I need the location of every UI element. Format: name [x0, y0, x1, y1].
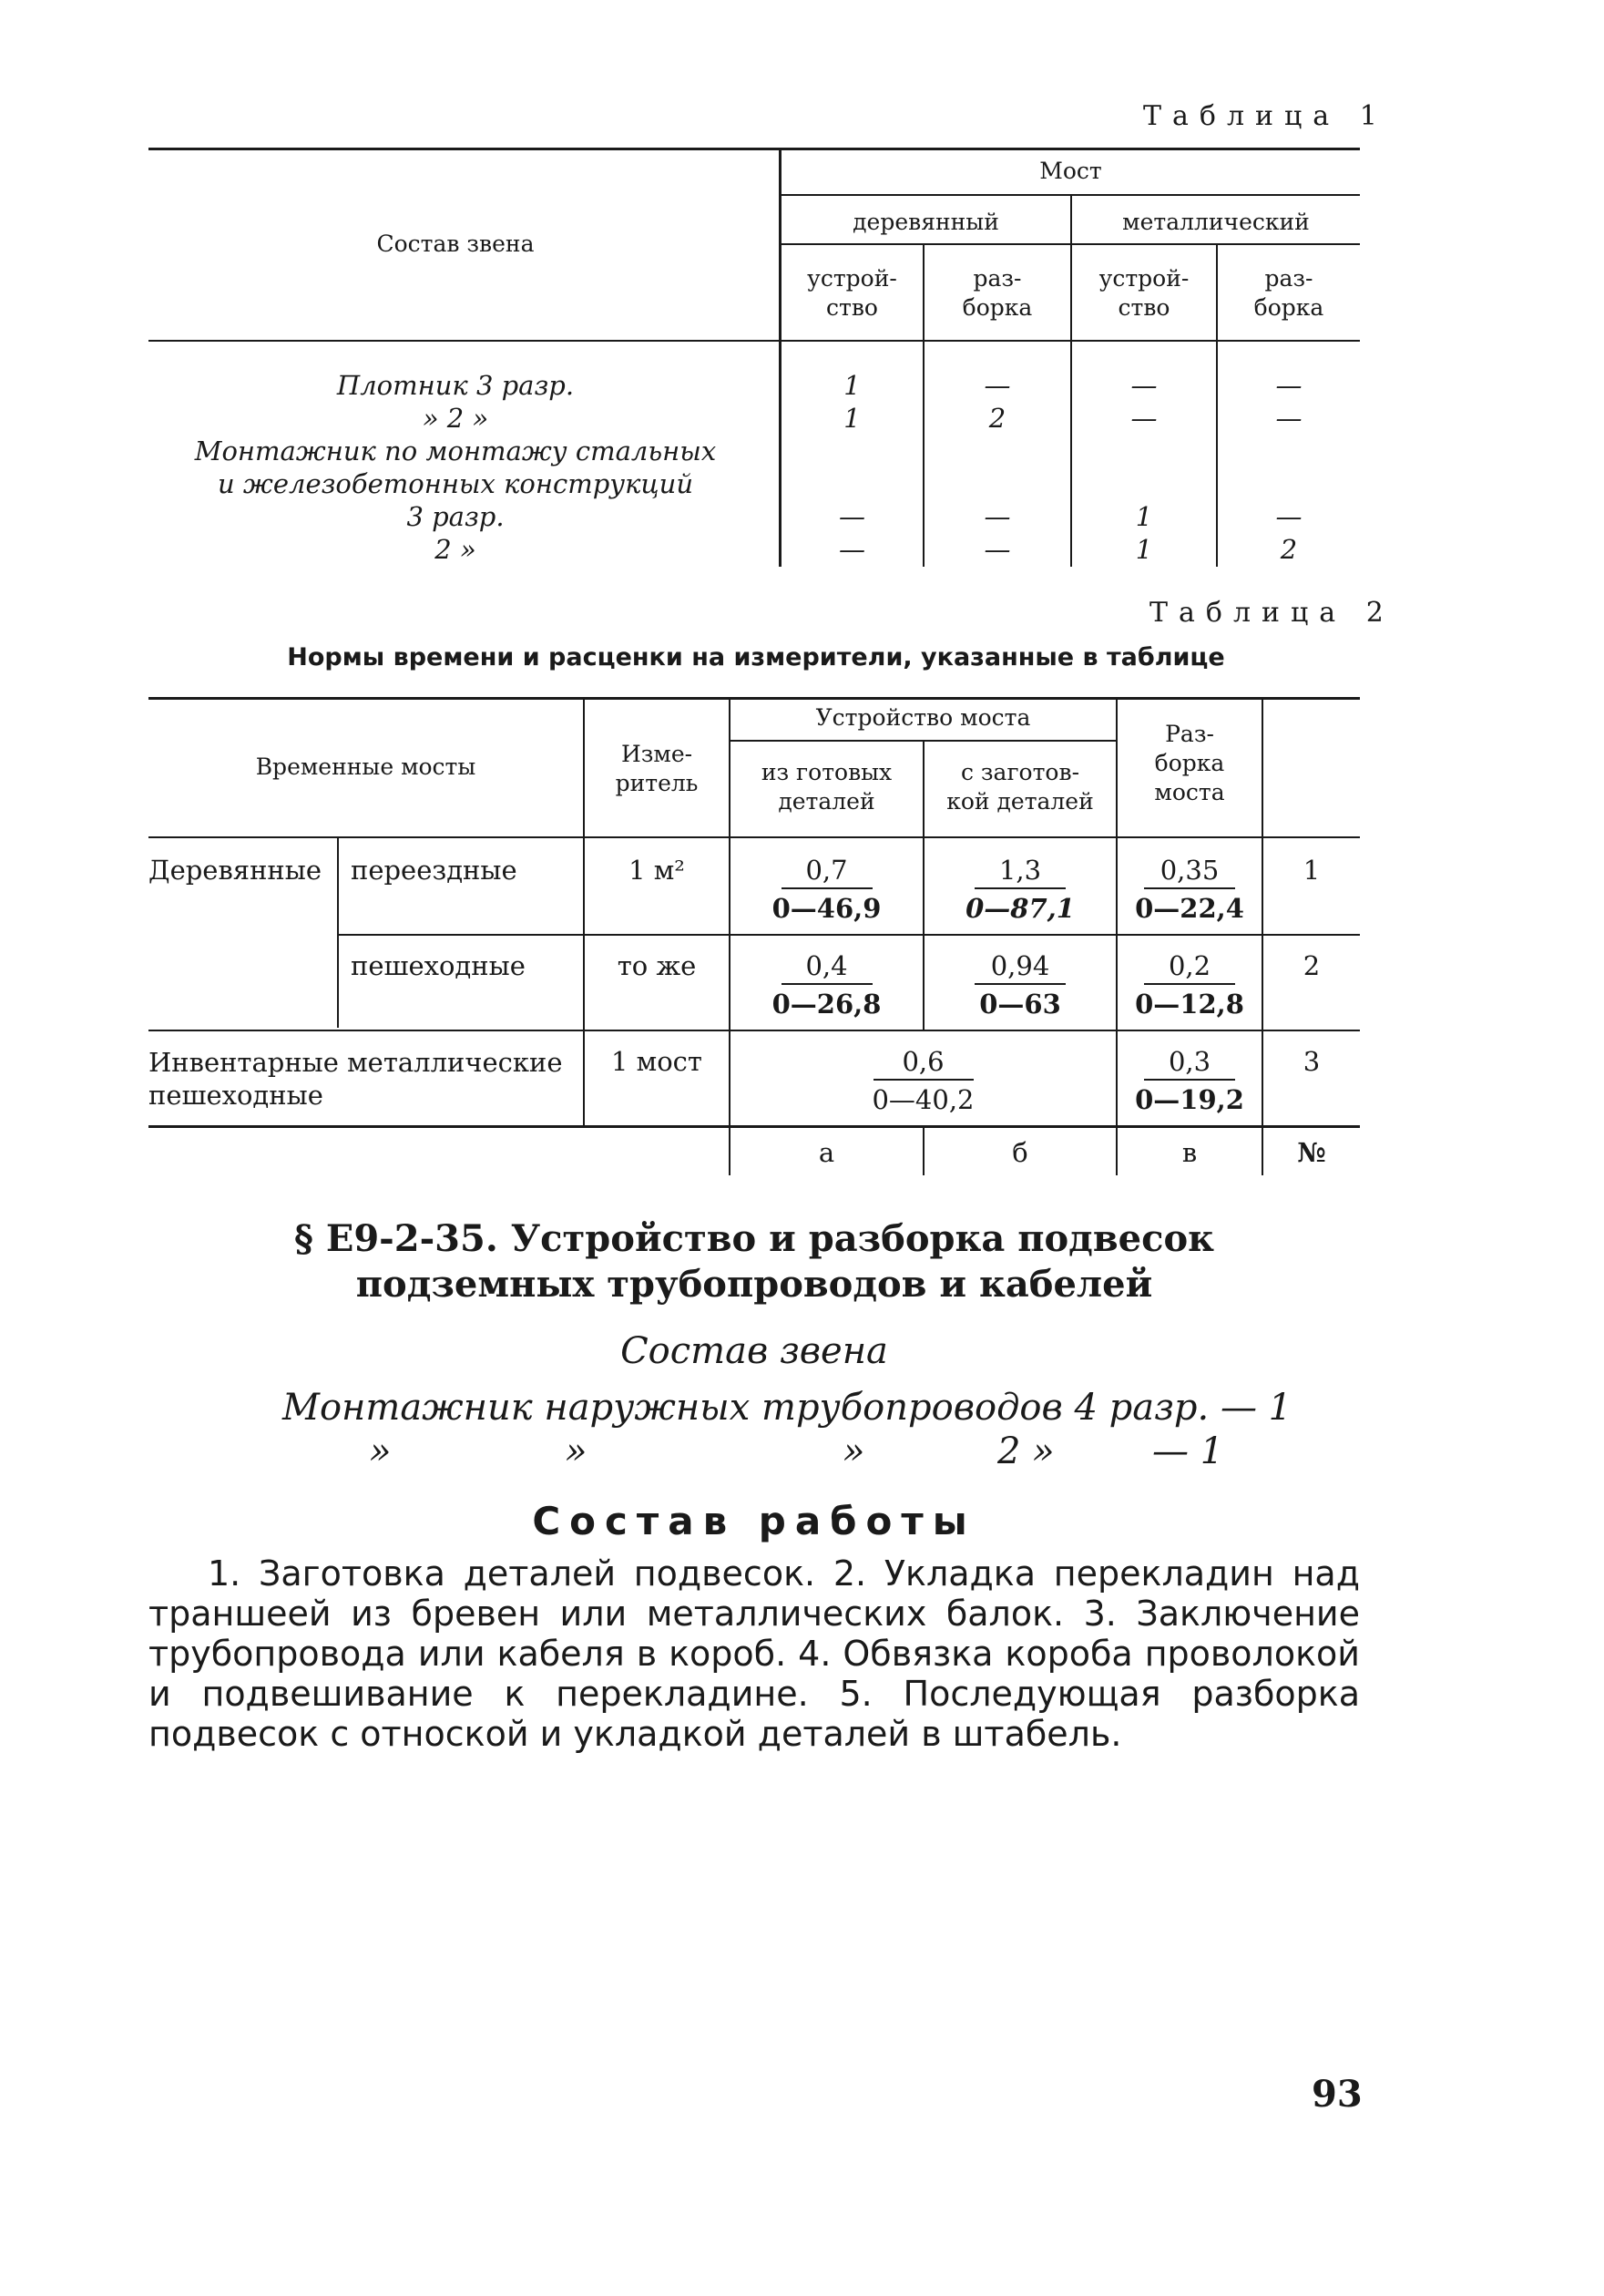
table2-row-rule-2 [148, 1030, 1360, 1031]
ready-line-2: деталей [778, 788, 875, 815]
table2-caption: Таблица 2 [1149, 597, 1395, 629]
table1-header-install-wood [782, 264, 923, 323]
table1-row-label: и железобетонных конструкций [217, 468, 694, 499]
table1-row-label: Плотник 3 разр. [336, 370, 575, 401]
table2-cell-c [1118, 950, 1262, 1020]
frac-top: 0,7 [805, 855, 848, 886]
table2-cell-b [925, 950, 1116, 1020]
frac-top: 0,4 [805, 950, 848, 981]
dismantle-line-1: раз- [973, 265, 1022, 292]
frac-bottom: 0—26,8 [771, 989, 882, 1020]
table2-row-number: 1 [1303, 855, 1321, 886]
table1-cell: — [984, 370, 1011, 401]
table1-row-label: » 2 » [422, 403, 489, 434]
crew-ditto-2: » [565, 1430, 587, 1472]
dis-line-3: моста [1154, 779, 1225, 805]
work-title: Состав работы [532, 1499, 976, 1543]
table1-hline-kind [782, 243, 1360, 245]
install-line-2: ство [1118, 294, 1170, 321]
table1-row-label: 2 » [434, 534, 476, 565]
meter-line-1: Изме- [620, 741, 693, 767]
table2-top-rule [148, 697, 1360, 700]
table2-cell-a [730, 855, 923, 924]
table1-cell: 2 [1280, 534, 1298, 565]
crew-count: — 1 [1152, 1430, 1224, 1472]
dis-line-1: Раз- [1165, 721, 1214, 747]
table2-row-number: 3 [1303, 1046, 1321, 1077]
prep-line-2: кой деталей [946, 788, 1094, 815]
table2-header-prep [925, 758, 1116, 816]
table1-caption: Таблица 1 [1143, 100, 1388, 132]
table1-cell: 1 [1135, 534, 1153, 565]
table2-row-group: Инвентарные металлические пешеходные [148, 1047, 563, 1111]
table1-header-dismantle-wood [925, 264, 1070, 323]
table2-footer-no: № [1297, 1137, 1326, 1168]
table1-cell: 1 [843, 403, 861, 434]
table2-row-rule-1 [339, 934, 1360, 936]
table2-row-type: переездные [351, 855, 517, 886]
frac-bottom: 0—63 [979, 989, 1061, 1020]
dis-line-2: борка [1154, 750, 1225, 776]
install-line-1: устрой- [1098, 265, 1190, 292]
frac-top: 0,2 [1168, 950, 1211, 981]
table2-row-group: Деревянные [148, 855, 322, 886]
table2-header-dismantle [1118, 720, 1262, 807]
table1-cell: — [984, 501, 1011, 532]
table2-title: Нормы времени и расценки на измерители, указанные в таблице [287, 643, 1225, 671]
section-title-line-2: подземных трубопроводов и кабелей [355, 1263, 1153, 1306]
frac-top: 0,3 [1168, 1046, 1211, 1077]
table1-cell: 1 [843, 370, 861, 401]
table1-cell: — [984, 534, 1011, 565]
frac-bottom: 0—19,2 [1135, 1084, 1244, 1115]
table1-cell: — [839, 501, 865, 532]
table1-header-rule [148, 340, 1360, 342]
table1-cell: — [839, 534, 865, 565]
table2-bottom-rule [148, 1125, 1360, 1128]
ready-line-1: из готовых [761, 759, 893, 785]
table2-row-number: 2 [1303, 950, 1321, 981]
crew-rank: 2 » [997, 1430, 1055, 1472]
frac-bottom: 0—87,1 [965, 893, 1075, 924]
table1-top-rule [148, 148, 1360, 150]
table1-cell: 1 [1135, 501, 1153, 532]
dismantle-line-1: раз- [1264, 265, 1313, 292]
table1-cell: — [1130, 370, 1158, 401]
table2-cell-c [1118, 855, 1262, 924]
table2-header-bridges: Временные мосты [255, 753, 476, 780]
work-description: 1. Заготовка деталей подвесок. 2. Укладка перекладин над траншеей из бревен или металлических балок. 3. Заключение трубопровода или кабеля в короб. 4. Обвязка короба проволокой и подвешивание к перекладине. 5. Последующая разборка подвесок с отноской и укладкой деталей в штабель. [148, 1553, 1360, 1754]
table2-header-install: Устройство моста [815, 704, 1031, 731]
table2-header-rule [148, 836, 1360, 838]
table1-row-label: 3 разр. [406, 501, 505, 532]
frac-top: 0,35 [1160, 855, 1220, 886]
frac-top: 0,6 [902, 1046, 945, 1077]
dismantle-line-2: борка [962, 294, 1033, 321]
table1-row-label: Монтажник по монтажу стальных [194, 436, 717, 466]
table1-cell: — [1275, 370, 1303, 401]
section-title-line-1: § Е9-2-35. Устройство и разборка подвесок [293, 1217, 1215, 1260]
table1-cell: — [1130, 403, 1158, 434]
table2-vline-group [337, 836, 339, 1028]
crew-title: Состав звена [620, 1330, 888, 1372]
table1-header-metal: металлический [1122, 209, 1310, 235]
table1-header-dismantle-metal [1218, 264, 1360, 323]
frac-bottom: 0—40,2 [872, 1084, 975, 1115]
crew-ditto-1: » [369, 1430, 392, 1472]
table2-cell-a [730, 950, 923, 1020]
frac-bottom: 0—46,9 [771, 893, 882, 924]
table2-cell-ab [730, 1046, 1116, 1115]
crew-ditto-3: » [843, 1430, 865, 1472]
table1-header-composition: Состав звена [376, 231, 535, 257]
table2-row-meter: то же [617, 950, 697, 981]
table2-row-type: пешеходные [351, 950, 526, 981]
table2-row-meter: 1 мост [611, 1046, 702, 1077]
table2-footer-b: б [1012, 1137, 1028, 1168]
table2-cell-b [925, 855, 1116, 924]
table1-cell: 2 [988, 403, 1006, 434]
prep-line-1: с заготов- [960, 759, 1080, 785]
table2-footer-a: а [818, 1137, 835, 1168]
table2-header-meter [585, 740, 729, 798]
table2-cell-c [1118, 1046, 1262, 1115]
table1-header-install-metal [1072, 264, 1216, 323]
table2-vline-no [1262, 697, 1263, 1175]
dismantle-line-2: борка [1253, 294, 1324, 321]
table1-header-bridge: Мост [1039, 158, 1102, 184]
frac-bottom: 0—22,4 [1135, 893, 1244, 924]
table1-header-wooden: деревянный [853, 209, 999, 235]
frac-top: 0,94 [990, 950, 1050, 981]
page-number: 93 [1312, 2073, 1363, 2116]
crew-line-1: Монтажник наружных трубопроводов 4 разр. — 1 [282, 1387, 1292, 1429]
meter-line-2: ритель [615, 770, 699, 796]
table1-cell: — [1275, 403, 1303, 434]
table2-row-meter: 1 м² [628, 855, 685, 886]
table2-footer-c: в [1181, 1137, 1198, 1168]
table1-cell: — [1275, 501, 1303, 532]
frac-top: 1,3 [998, 855, 1042, 886]
frac-bottom: 0—12,8 [1135, 989, 1244, 1020]
install-line-1: устрой- [807, 265, 897, 292]
table2-header-ready [730, 758, 923, 816]
install-line-2: ство [826, 294, 878, 321]
